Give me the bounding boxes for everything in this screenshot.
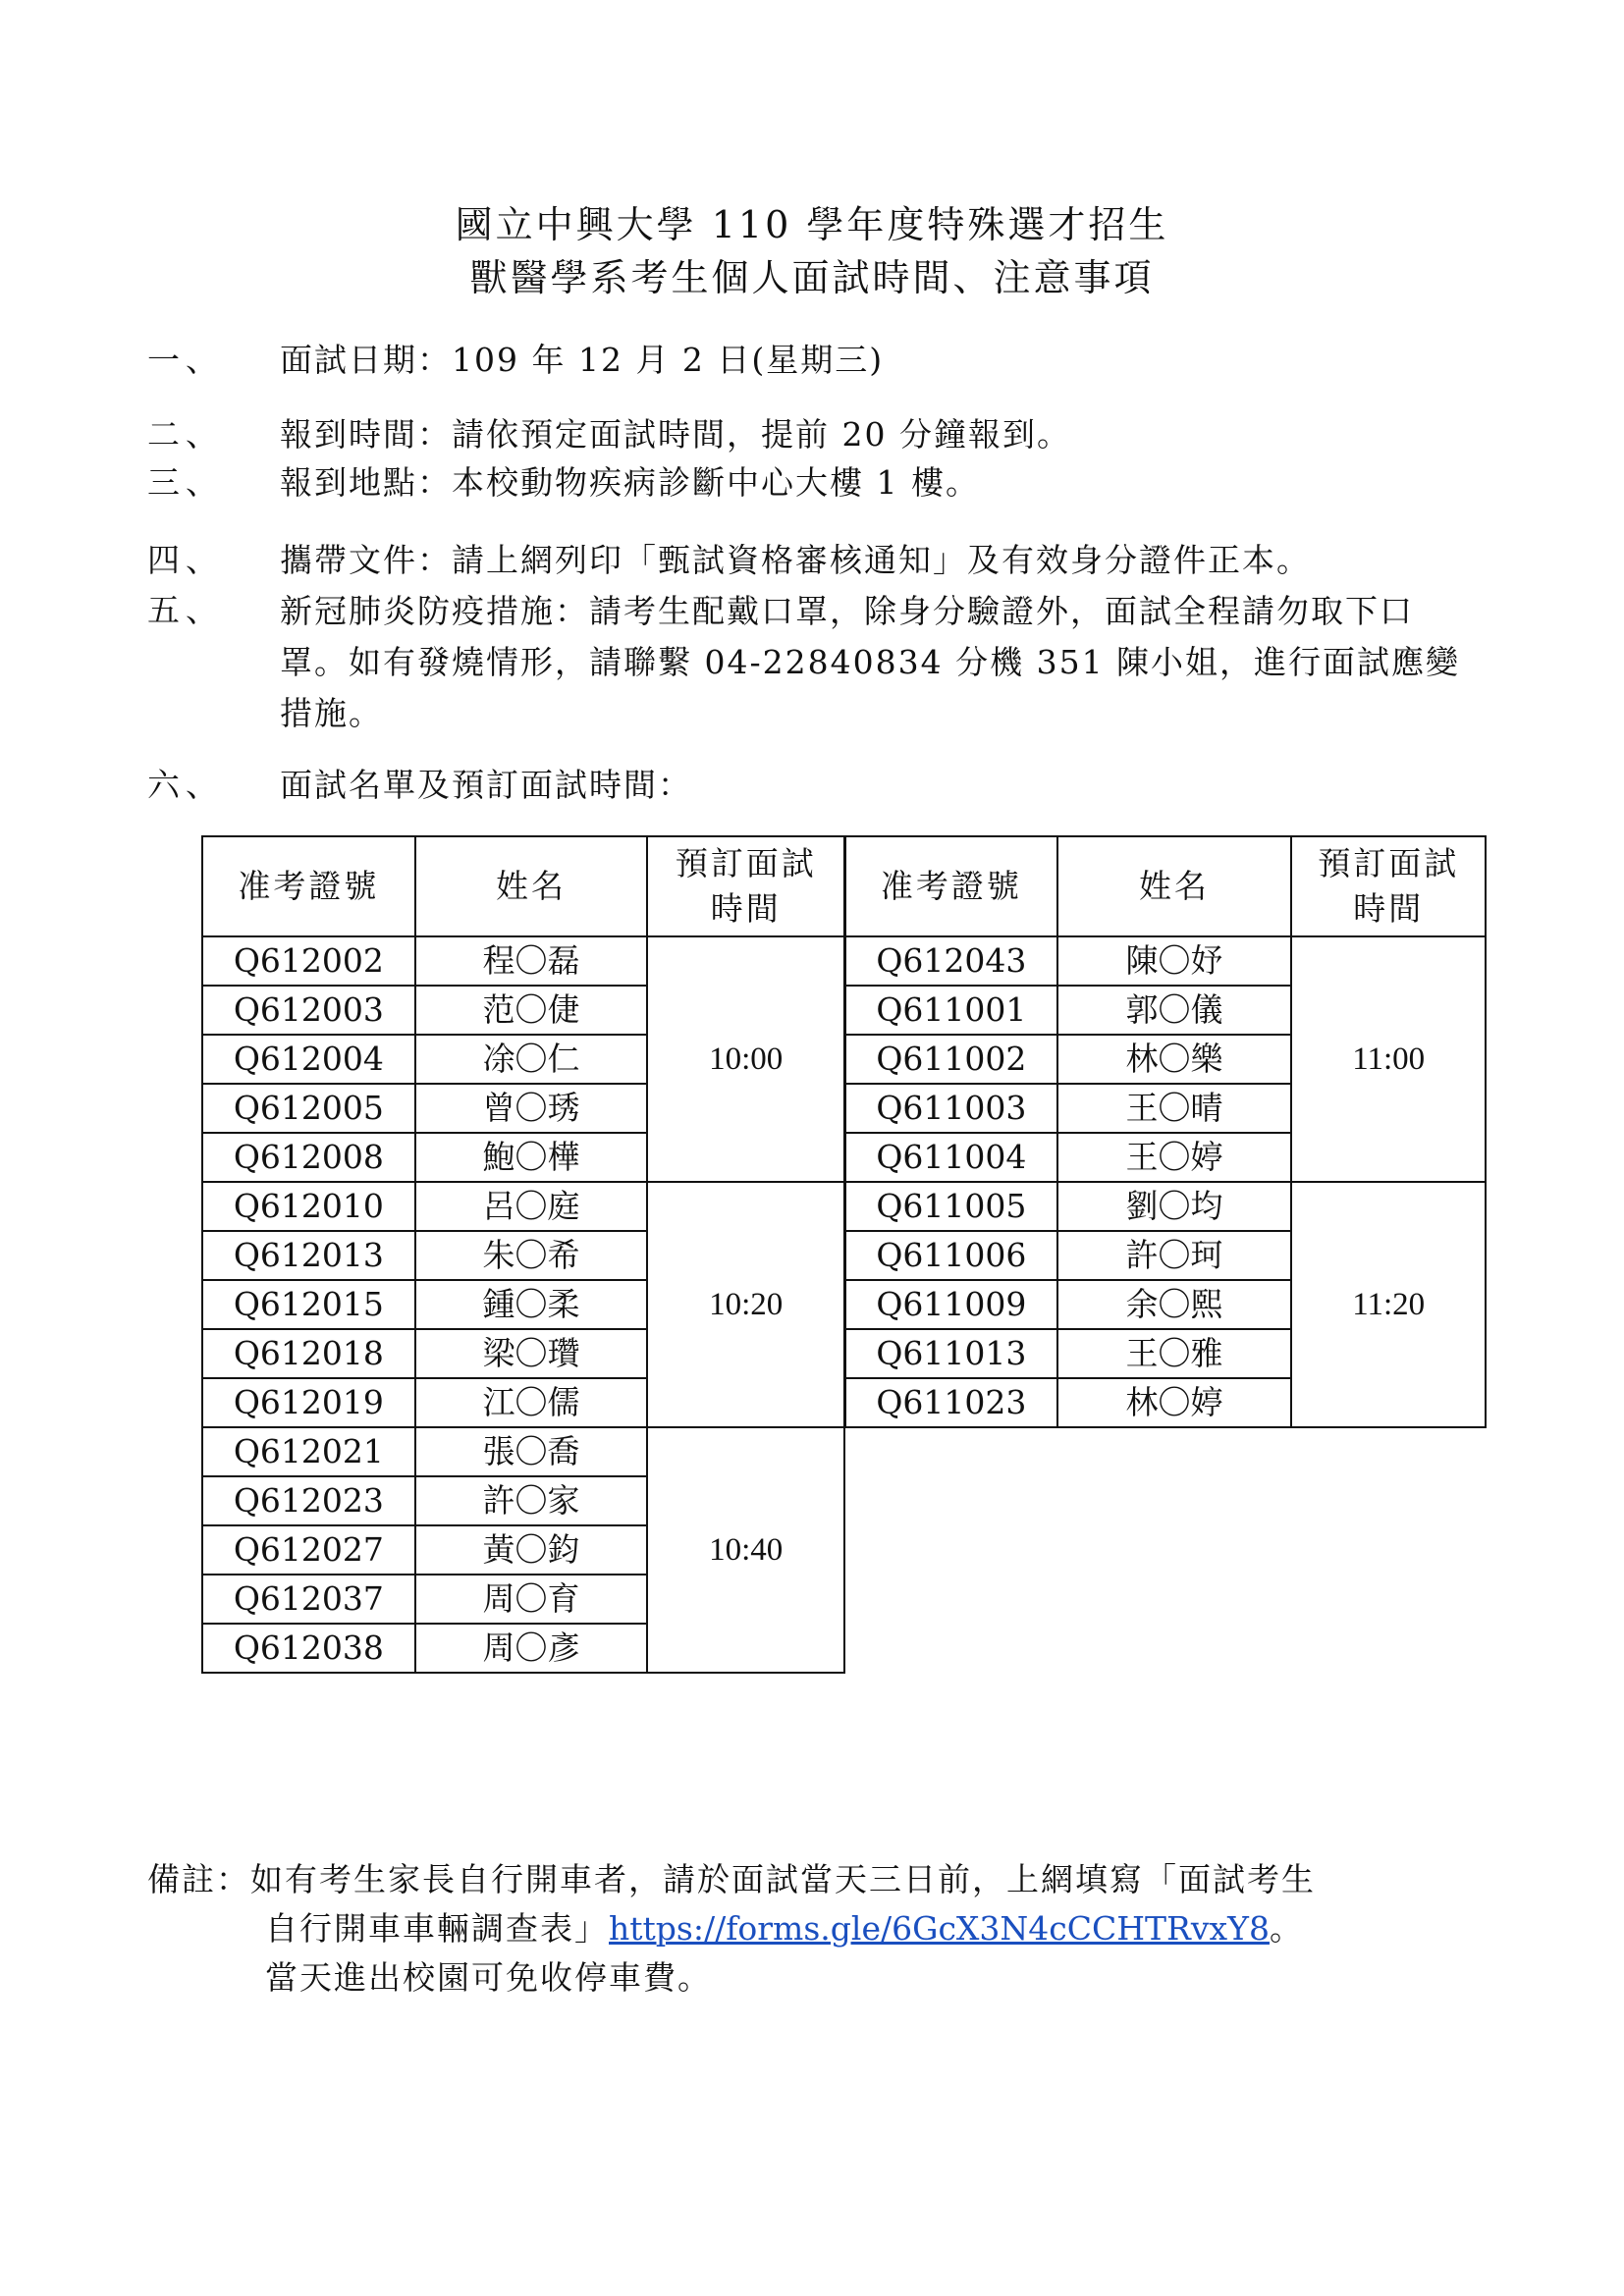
item-text: 報到時間：請依預定面試時間，提前 20 分鐘報到。 bbox=[280, 415, 1071, 454]
exam-id: Q611023 bbox=[845, 1378, 1057, 1427]
item-number: 一、 bbox=[147, 341, 224, 379]
schedule-table-left bbox=[201, 835, 845, 1674]
item-text: 面試名單及預訂面試時間： bbox=[280, 766, 692, 804]
candidate-name: 程〇磊 bbox=[415, 936, 648, 986]
header-name: 姓名 bbox=[1057, 836, 1292, 936]
candidate-name: 余〇熙 bbox=[1057, 1280, 1292, 1329]
exam-id: Q611004 bbox=[845, 1133, 1057, 1182]
exam-id: Q612021 bbox=[202, 1427, 415, 1476]
candidate-name: 呂〇庭 bbox=[415, 1182, 648, 1231]
table-row bbox=[845, 936, 1486, 986]
remark-line2 bbox=[147, 1904, 1522, 1953]
candidate-name: 江〇儒 bbox=[415, 1378, 648, 1427]
exam-id: Q611002 bbox=[845, 1035, 1057, 1084]
candidate-name: 鍾〇柔 bbox=[415, 1280, 648, 1329]
item-text: 攜帶文件：請上網列印「甄試資格審核通知」及有效身分證件正本。 bbox=[280, 541, 1311, 579]
header-time: 預訂面試 時間 bbox=[647, 836, 844, 936]
exam-id: Q612037 bbox=[202, 1575, 415, 1624]
candidate-name: 劉〇均 bbox=[1057, 1182, 1292, 1231]
candidate-name: 陳〇妤 bbox=[1057, 936, 1292, 986]
exam-id: Q612023 bbox=[202, 1476, 415, 1525]
interview-time: 11:00 bbox=[1291, 936, 1486, 1182]
exam-id: Q612043 bbox=[845, 936, 1057, 986]
item-number: 四、 bbox=[147, 541, 224, 579]
candidate-name: 梁〇瓚 bbox=[415, 1329, 648, 1378]
candidate-name: 許〇珂 bbox=[1057, 1231, 1292, 1280]
candidate-name: 王〇雅 bbox=[1057, 1329, 1292, 1378]
interview-time: 11:20 bbox=[1291, 1182, 1486, 1427]
exam-id: Q612002 bbox=[202, 936, 415, 986]
schedule-table-right bbox=[844, 835, 1487, 1428]
exam-id: Q612008 bbox=[202, 1133, 415, 1182]
remark-note bbox=[147, 1855, 1522, 2002]
remark-period: 。 bbox=[1269, 1909, 1304, 1948]
exam-id: Q612004 bbox=[202, 1035, 415, 1084]
exam-id: Q611005 bbox=[845, 1182, 1057, 1231]
exam-id: Q612027 bbox=[202, 1525, 415, 1575]
table-row bbox=[845, 1182, 1486, 1231]
item-number: 三、 bbox=[147, 463, 224, 502]
item-text: 報到地點：本校動物疾病診斷中心大樓 1 樓。 bbox=[280, 463, 980, 502]
candidate-name: 周〇彥 bbox=[415, 1624, 648, 1673]
remark-line1: 備註：如有考生家長自行開車者，請於面試當天三日前，上網填寫「面試考生 bbox=[147, 1860, 1316, 1898]
exam-id: Q611013 bbox=[845, 1329, 1057, 1378]
remark-form-label: 自行開車車輛調查表」 bbox=[265, 1909, 609, 1948]
header-name: 姓名 bbox=[415, 836, 648, 936]
header-exam-id: 准考證號 bbox=[202, 836, 415, 936]
candidate-name: 范〇倢 bbox=[415, 986, 648, 1035]
candidate-name: 鮑〇樺 bbox=[415, 1133, 648, 1182]
exam-id: Q612038 bbox=[202, 1624, 415, 1673]
exam-id: Q612015 bbox=[202, 1280, 415, 1329]
remark-line3: 當天進出校園可免收停車費。 bbox=[265, 1958, 712, 1997]
item-text: 新冠肺炎防疫措施：請考生配戴口罩，除身分驗證外，面試全程請勿取下口罩。如有發燒情形，請聯繫 04-22840834 分機 351 陳小姐，進行面試應變措施。 bbox=[280, 592, 1461, 732]
document-title-line2: 獸醫學系考生個人面試時間、注意事項 bbox=[469, 256, 1155, 299]
header-exam-id: 准考證號 bbox=[845, 836, 1057, 936]
item-number: 二、 bbox=[147, 415, 224, 454]
candidate-name: 朱〇希 bbox=[415, 1231, 648, 1280]
item-number: 六、 bbox=[147, 766, 224, 804]
exam-id: Q611006 bbox=[845, 1231, 1057, 1280]
table-row bbox=[202, 1182, 844, 1231]
candidate-name: 周〇育 bbox=[415, 1575, 648, 1624]
exam-id: Q611001 bbox=[845, 986, 1057, 1035]
table-row bbox=[202, 1427, 844, 1476]
candidate-name: 許〇家 bbox=[415, 1476, 648, 1525]
exam-id: Q612005 bbox=[202, 1084, 415, 1133]
exam-id: Q611003 bbox=[845, 1084, 1057, 1133]
exam-id: Q612018 bbox=[202, 1329, 415, 1378]
exam-id: Q611009 bbox=[845, 1280, 1057, 1329]
interview-time: 10:00 bbox=[647, 936, 844, 1182]
exam-id: Q612019 bbox=[202, 1378, 415, 1427]
exam-id: Q612003 bbox=[202, 986, 415, 1035]
interview-time: 10:40 bbox=[647, 1427, 844, 1673]
candidate-name: 曾〇琇 bbox=[415, 1084, 648, 1133]
survey-form-link[interactable]: https://forms.gle/6GcX3N4cCCHTRvxY8 bbox=[609, 1909, 1270, 1948]
exam-id: Q612013 bbox=[202, 1231, 415, 1280]
candidate-name: 黃〇鈞 bbox=[415, 1525, 648, 1575]
table-row bbox=[202, 936, 844, 986]
candidate-name: 凃〇仁 bbox=[415, 1035, 648, 1084]
candidate-name: 王〇婷 bbox=[1057, 1133, 1292, 1182]
header-time: 預訂面試 時間 bbox=[1291, 836, 1486, 936]
interview-time: 10:20 bbox=[647, 1182, 844, 1427]
item-text: 面試日期：109 年 12 月 2 日(星期三) bbox=[280, 341, 885, 379]
item-number: 五、 bbox=[147, 591, 224, 629]
candidate-name: 郭〇儀 bbox=[1057, 986, 1292, 1035]
document-title-line1: 國立中興大學 110 學年度特殊選才招生 bbox=[455, 203, 1169, 246]
candidate-name: 林〇婷 bbox=[1057, 1378, 1292, 1427]
candidate-name: 林〇樂 bbox=[1057, 1035, 1292, 1084]
candidate-name: 王〇晴 bbox=[1057, 1084, 1292, 1133]
exam-id: Q612010 bbox=[202, 1182, 415, 1231]
candidate-name: 張〇喬 bbox=[415, 1427, 648, 1476]
